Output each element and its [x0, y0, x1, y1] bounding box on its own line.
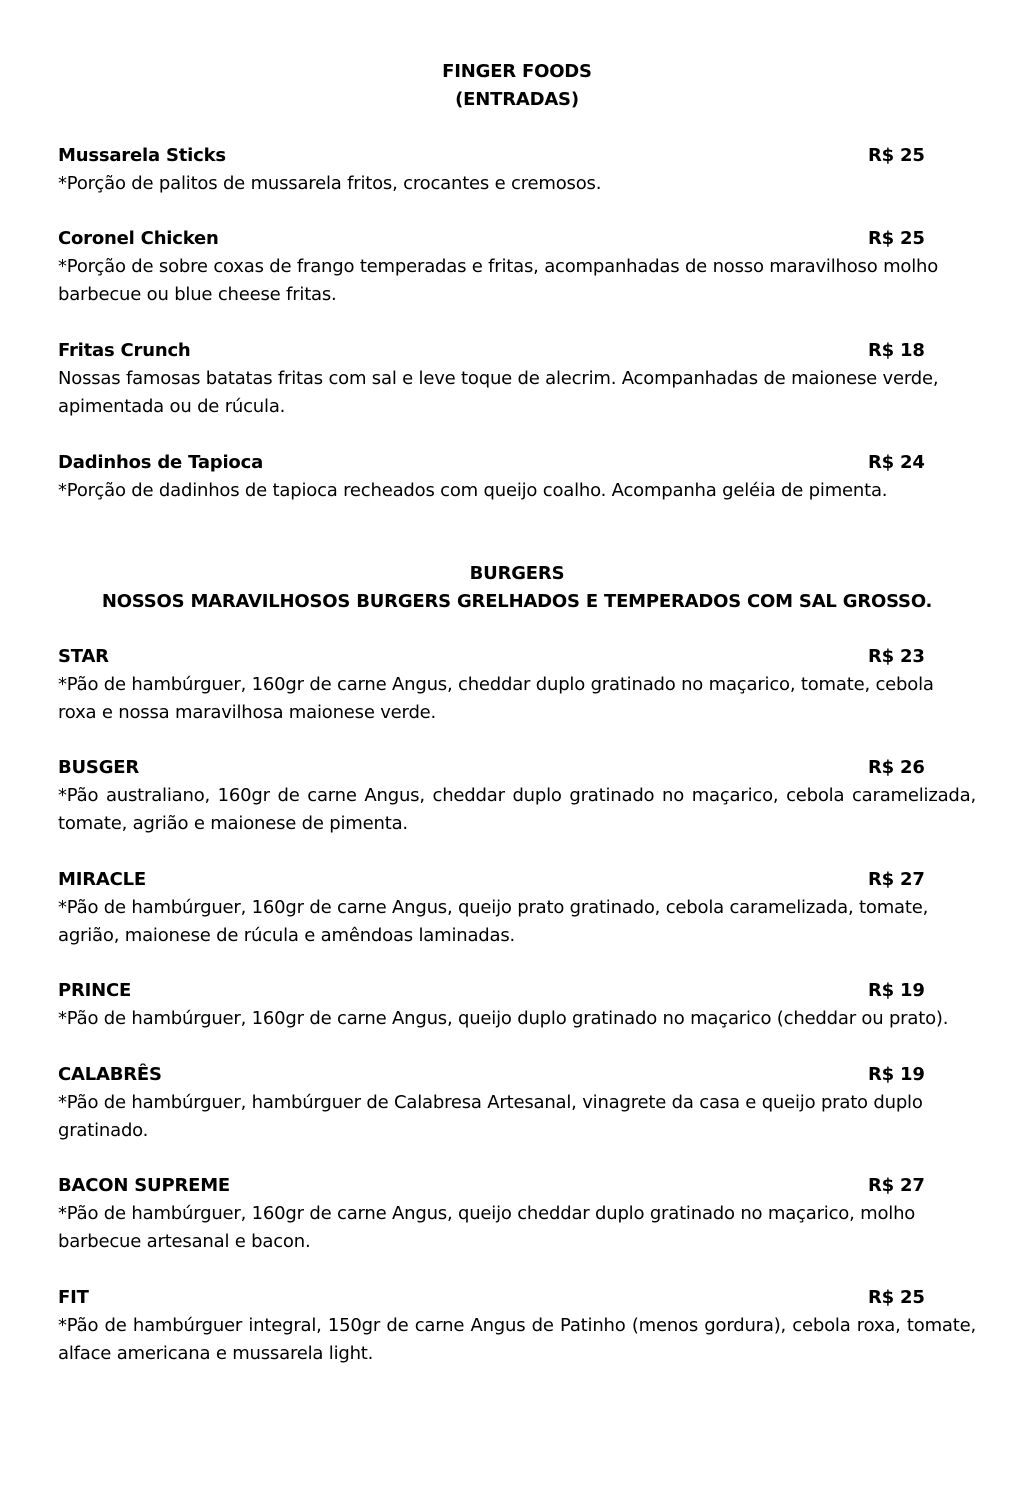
item-description: *Pão de hambúrguer, 160gr de carne Angus, queijo prato gratinado, cebola caramelizada, tomate, agrião, maionese de rúcula e amêndoas laminadas. — [58, 897, 929, 946]
item-price: R$ 27 — [868, 869, 925, 890]
burgers-section — [58, 560, 976, 1368]
section-subtitle: NOSSOS MARAVILHOSOS BURGERS GRELHADOS E TEMPERADOS COM SAL GROSSO. — [101, 591, 933, 612]
item-price: R$ 23 — [868, 646, 925, 667]
item-price: R$ 27 — [868, 1175, 925, 1196]
menu-item — [58, 225, 976, 309]
item-price: R$ 18 — [868, 340, 925, 361]
item-description: *Porção de dadinhos de tapioca recheados com queijo coalho. Acompanha geléia de pimenta. — [58, 480, 888, 501]
item-description: Nossas famosas batatas fritas com sal e leve toque de alecrim. Acompanhadas de maionese verde, apimentada ou de rúcula. — [58, 368, 939, 417]
item-price: R$ 25 — [868, 1287, 925, 1308]
item-name: CALABRÊS — [58, 1064, 162, 1085]
menu-item — [58, 1061, 976, 1145]
item-name: Mussarela Sticks — [58, 145, 226, 166]
section-title: FINGER FOODS — [442, 61, 592, 82]
menu-item — [58, 754, 976, 838]
item-price: R$ 26 — [868, 757, 925, 778]
item-description: *Pão de hambúrguer, 160gr de carne Angus, cheddar duplo gratinado no maçarico, tomate, cebola roxa e nossa maravilhosa maionese verde. — [58, 674, 934, 723]
item-name: MIRACLE — [58, 869, 146, 890]
menu-page — [58, 58, 976, 1368]
menu-item — [58, 142, 976, 198]
item-price: R$ 24 — [868, 452, 925, 473]
section-title: BURGERS — [469, 563, 565, 584]
finger-foods-section — [58, 58, 976, 505]
menu-item — [58, 866, 976, 950]
item-name: PRINCE — [58, 980, 132, 1001]
menu-item — [58, 449, 976, 505]
item-description: *Pão de hambúrguer, 160gr de carne Angus, queijo duplo gratinado no maçarico (cheddar ou prato). — [58, 1008, 949, 1029]
item-name: STAR — [58, 646, 109, 667]
menu-item — [58, 1172, 976, 1256]
menu-item — [58, 643, 976, 727]
item-description: *Pão de hambúrguer integral, 150gr de carne Angus de Patinho (menos gordura), cebola roxa, tomate, alface americana e mussarela light. — [58, 1315, 976, 1364]
item-description: *Porção de palitos de mussarela fritos, crocantes e cremosos. — [58, 173, 602, 194]
item-name: Dadinhos de Tapioca — [58, 452, 264, 473]
item-description: *Pão australiano, 160gr de carne Angus, cheddar duplo gratinado no maçarico, cebola caramelizada, tomate, agrião e maionese de pimenta. — [58, 785, 976, 834]
section-subtitle: (ENTRADAS) — [455, 89, 579, 110]
item-name: BUSGER — [58, 757, 140, 778]
item-price: R$ 19 — [868, 980, 925, 1001]
item-name: FIT — [58, 1287, 89, 1308]
item-name: BACON SUPREME — [58, 1175, 231, 1196]
item-price: R$ 25 — [868, 145, 925, 166]
menu-item — [58, 1284, 976, 1368]
item-price: R$ 19 — [868, 1064, 925, 1085]
item-price: R$ 25 — [868, 228, 925, 249]
item-description: *Pão de hambúrguer, hambúrguer de Calabresa Artesanal, vinagrete da casa e queijo prato duplo gratinado. — [58, 1092, 923, 1141]
item-name: Fritas Crunch — [58, 340, 191, 361]
item-name: Coronel Chicken — [58, 228, 219, 249]
menu-item — [58, 977, 976, 1033]
item-description: *Pão de hambúrguer, 160gr de carne Angus, queijo cheddar duplo gratinado no maçarico, molho barbecue artesanal e bacon. — [58, 1203, 916, 1252]
menu-item — [58, 337, 976, 421]
item-description: *Porção de sobre coxas de frango temperadas e fritas, acompanhadas de nosso maravilhoso molho barbecue ou blue cheese fritas. — [58, 256, 939, 305]
